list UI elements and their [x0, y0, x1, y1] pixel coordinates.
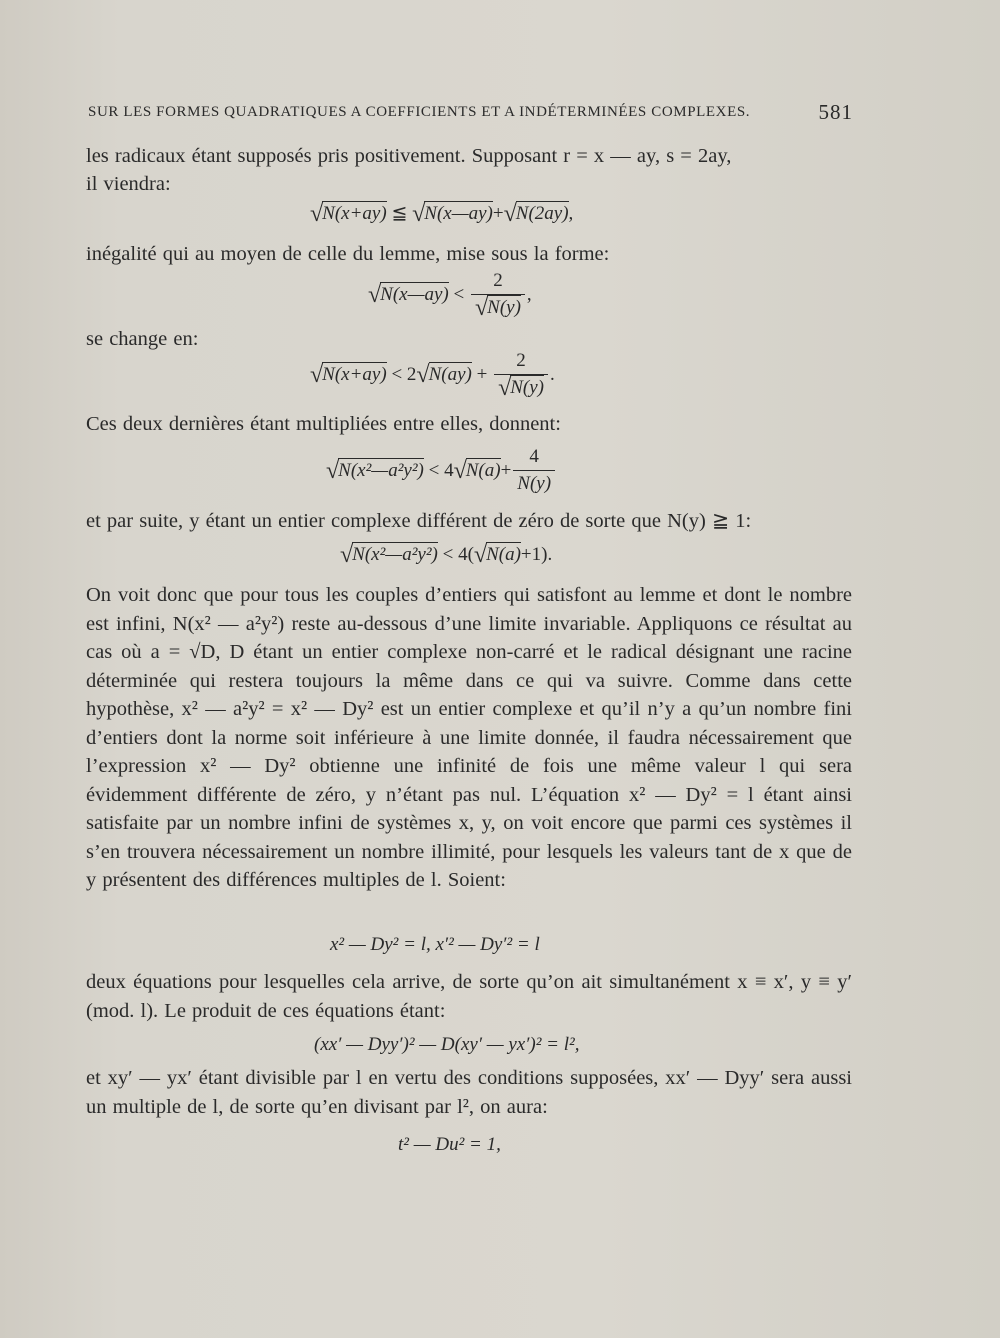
- formula-fraction: [471, 270, 525, 321]
- formula-operator: ≦: [391, 203, 408, 224]
- paragraph-1-line-2: il viendra:: [86, 173, 171, 195]
- formula-punctuation: ,: [568, 203, 574, 224]
- formula-operator: < 4: [428, 459, 454, 481]
- paragraph-2: inégalité qui au moyen de celle du lemme, mise sous la forme:: [86, 243, 610, 265]
- formula-product-of-equations: (xx′ — Dyy′)² — D(xy′ — yx′)² = l²,: [314, 1034, 580, 1055]
- running-title: SUR LES FORMES QUADRATIQUES A COEFFICIENTS ET A INDÉTERMINÉES COMPLEXES.: [88, 104, 751, 120]
- sqrt-sign-icon: √: [368, 281, 382, 308]
- formula-term: N(x²—a²y²): [352, 544, 438, 565]
- formula-term: N(x+ay): [322, 363, 387, 385]
- sqrt-sign-icon: √: [340, 542, 354, 568]
- paragraph-6: On voit donc que pour tous les couples d’entiers qui satisfont au lemme et dont le nombre est infini, N(x² — a²y²) reste au-dessous d’une limite invariable. Appliquons ce résultat au cas où a = √D, D étant un entier complexe non-carré et le radical désignant une racine déterminée qui restera toujours la même dans ce qui va suivre. Comme dans cette hypothèse, x² — a²y² = x² — Dy² est un entier complexe et qu’il n’y a qu’un nombre fini d’entiers dont la norme soit inférieure à une limite donnée, il faudra nécessairement que l’expression x² — Dy² obtienne une infinité de fois une même valeur l qui sera évidemment différente de zéro, y n’étant pas nul. L’équation x² — Dy² = l étant ainsi satisfaite par un nombre infini de systèmes x, y, on voit encore que parmi ces systèmes il s’en trouvera nécessairement un nombre illimité, pour lesquels les valeurs tant de x que de y présentent des différences multiples de l. Soient:: [86, 584, 852, 891]
- fraction-numerator: 2: [494, 350, 548, 375]
- fraction-denominator: N(y): [517, 473, 552, 494]
- formula-term: N(x—ay): [380, 283, 449, 305]
- formula-lemma: [368, 270, 532, 321]
- formula-triangle-inequality: [310, 201, 573, 228]
- paragraph-4: Ces deux dernières étant multipliées entre elles, donnent:: [86, 413, 561, 435]
- sqrt-sign-icon: √: [326, 457, 340, 484]
- sqrt-sign-icon: √: [416, 361, 430, 388]
- formula-operator: +: [492, 203, 504, 224]
- paragraph-8: et xy′ — yx′ étant divisible par l en vertu des conditions supposées, xx′ — Dyy′ sera aussi un multiple de l, de sorte qu’en divisant par l², on aura:: [86, 1067, 852, 1118]
- paragraph-1-line-1: les radicaux étant supposés pris positivement. Supposant r = x — ay, s = 2ay,: [86, 145, 732, 167]
- page-header: [88, 100, 853, 130]
- formula-two-equations: x² — Dy² = l, x′² — Dy′² = l: [330, 934, 540, 955]
- formula-punctuation: +1).: [520, 544, 553, 565]
- sqrt-sign-icon: √: [412, 201, 426, 227]
- sqrt-sign-icon: √: [474, 295, 489, 321]
- formula-term: N(y): [487, 297, 521, 318]
- sqrt-sign-icon: √: [498, 375, 512, 401]
- formula-fraction: [494, 350, 548, 401]
- formula-pell-equation: t² — Du² = 1,: [398, 1134, 501, 1155]
- sqrt-sign-icon: √: [473, 542, 488, 568]
- formula-operator: +: [476, 363, 488, 385]
- paragraph-3: se change en:: [86, 328, 199, 350]
- fraction-numerator: 4: [513, 446, 555, 471]
- formula-term: N(a): [486, 544, 521, 565]
- sqrt-sign-icon: √: [310, 201, 324, 227]
- formula-term: N(x—ay): [424, 203, 493, 224]
- formula-term: N(ay): [428, 363, 472, 385]
- formula-term: N(y): [510, 377, 544, 398]
- sqrt-sign-icon: √: [503, 201, 517, 227]
- page-number: 581: [818, 100, 853, 124]
- formula-term: N(a): [465, 459, 501, 481]
- fraction-denominator: [471, 295, 525, 321]
- formula-term: N(x²—a²y²): [338, 459, 424, 481]
- paragraph-5: et par suite, y étant un entier complexe différent de zéro de sorte que N(y) ≧ 1:: [86, 510, 752, 532]
- formula-bound: [340, 542, 552, 569]
- formula-punctuation: .: [550, 363, 555, 385]
- sqrt-sign-icon: √: [453, 457, 467, 484]
- formula-changed: [310, 350, 555, 401]
- formula-product: [326, 446, 557, 497]
- formula-term: N(x+ay): [322, 203, 387, 224]
- formula-term: N(2ay): [515, 203, 569, 224]
- formula-fraction: [513, 446, 555, 497]
- fraction-numerator: 2: [471, 270, 525, 295]
- fraction-denominator: [494, 375, 548, 401]
- formula-operator: < 2: [391, 363, 417, 385]
- formula-operator: +: [500, 459, 512, 481]
- formula-punctuation: ,: [526, 283, 532, 305]
- formula-operator: <: [453, 283, 465, 305]
- formula-operator: < 4(: [442, 544, 474, 565]
- sqrt-sign-icon: √: [310, 361, 324, 388]
- paragraph-7: deux équations pour lesquelles cela arrive, de sorte qu’on ait simultanément x ≡ x′, y ≡ y′ (mod. l). Le produit de ces équations étant:: [86, 971, 852, 1022]
